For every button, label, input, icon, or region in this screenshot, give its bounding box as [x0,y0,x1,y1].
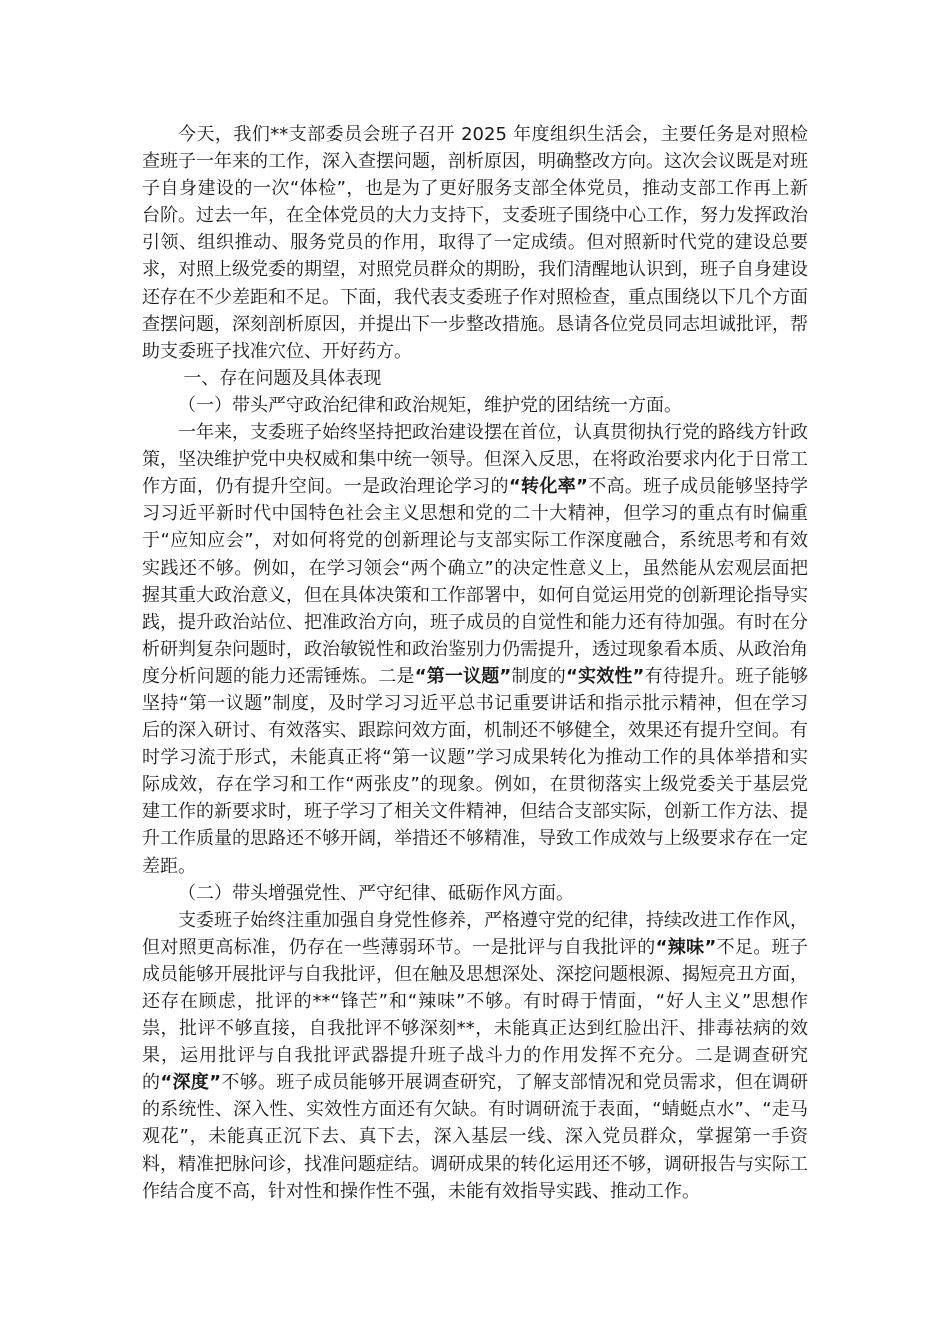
intro-text: 今天，我们**支部委员会班子召开 2025 年度组织生活会，主要任务是对照检查班子一年来的工作，深入查摆问题，剖析原因，明确整改方向。这次会议既是对班子自身建设的一次“体检”，也是为了更好服务支部全体党员，推动支部工作再上新台阶。过去一年，在全体党员的大力支持下，支委班子围绕中心工作，努力发挥政治引领、组织推动、服务党员的作用，取得了一定成绩。但对照新时代党的建设总要求，对照上级党委的期望，对照党员群众的期盼，我们清醒地认识到，班子自身建设还存在不少差距和不足。下面，我代表支委班子作对照检查，重点围绕以下几个方面查摆问题，深刻剖析原因，并提出下一步整改措施。恳请各位党员同志坦诚批评，帮助支委班子找准穴位、开好药方。 [142,124,808,362]
body-text: 不足。班子成员能够开展批评与自我批评，但在触及思想深处、深挖问题根源、揭短亮丑方面，还存在顾虑，批评的**“锋芒”和“辣味”不够。有时碍于情面，“好人主义”思想作祟，批评不够直接，自我批评不够深刻**，未能真正达到红脸出汗、排毒祛病的效果，运用批评与自我批评武器提升班子战斗力的作用发挥不充分。二是调查研究的 [142,936,808,1094]
subsection-2-heading-text: （二）带头增强党性、严守纪律、砥砺作风方面。 [178,882,574,904]
subsection-2-body [142,907,808,1205]
body-text: 支委班子始终注重加强自身党性修养，严格遵守党的纪律，持续改进工作作风，但对照更高标准，仍存在一些薄弱环节。一是批评与自我批评的 [142,909,808,958]
subsection-1-heading-text: （一）带头严守政治纪律和政治规矩，维护党的团结统一方面。 [178,394,682,416]
bold-emphasis: “第一议题” [414,665,512,687]
section-1-heading [142,365,808,392]
subsection-1-heading [142,392,808,419]
intro-paragraph [142,121,808,365]
section-1-heading-text: 一、存在问题及具体表现 [183,367,382,389]
body-text: 一年来，支委班子始终坚持把政治建设摆在首位，认真贯彻执行党的路线方针政策，坚决维护党中央权威和集中统一领导。但深入反思，在将政治要求内化于日常工作方面，仍有提升空间。一是政治理论学习的 [142,422,808,498]
bold-emphasis: “辣味” [655,936,717,958]
document-body [142,121,808,1205]
body-text: 不高。班子成员能够坚持学习习近平新时代中国特色社会主义思想和党的二十大精神，但学习的重点有时偏重于“应知应会”，对如何将党的创新理论与支部实际工作深度融合，系统思考和有效实践还不够。例如，在学习领会“两个确立”的决定性意义上，虽然能从宏观层面把握其重大政治意义，但在具体决策和工作部署中，如何自觉运用党的创新理论指导实践，提升政治站位、把准政治方向，班子成员的自觉性和能力还有待加强。有时在分析研判复杂问题时，政治敏锐性和政治鉴别力仍需提升，透过现象看本质、从政治角度分析问题的能力还需锤炼。二是 [142,476,808,687]
body-text: 有待提升。班子能够坚持“第一议题”制度，及时学习习近平总书记重要讲话和指示批示精神，但在学习后的深入研讨、有效落实、跟踪问效方面，机制还不够健全，效果还有提升空间。有时学习流于形式，未能真正将“第一议题”学习成果转化为推动工作的具体举措和实际成效，存在学习和工作“两张皮”的现象。例如，在贯彻落实上级党委关于基层党建工作的新要求时，班子学习了相关文件精神，但结合支部实际，创新工作方法、提升工作质量的思路还不够开阔，举措还不够精准，导致工作成效与上级要求存在一定差距。 [142,665,809,877]
body-text: 不够。班子成员能够开展调查研究，了解支部情况和党员需求，但在调研的系统性、深入性、实效性方面还有欠缺。有时调研流于表面，“蜻蜓点水”、“走马观花”，未能真正沉下去、真下去，深入基层一线、深入党员群众，掌握第一手资料，精准把脉问诊，找准问题症结。调研成果的转化运用还不够，调研报告与实际工作结合度不高，针对性和操作性不强，未能有效指导实践、推动工作。 [142,1072,808,1202]
bold-emphasis: “深度” [160,1072,222,1094]
bold-emphasis: “实效性” [566,665,645,687]
subsection-1-body [142,419,808,880]
subsection-2-heading [142,880,808,907]
body-text: 制度的 [511,665,566,687]
bold-emphasis: “转化率” [508,476,588,498]
